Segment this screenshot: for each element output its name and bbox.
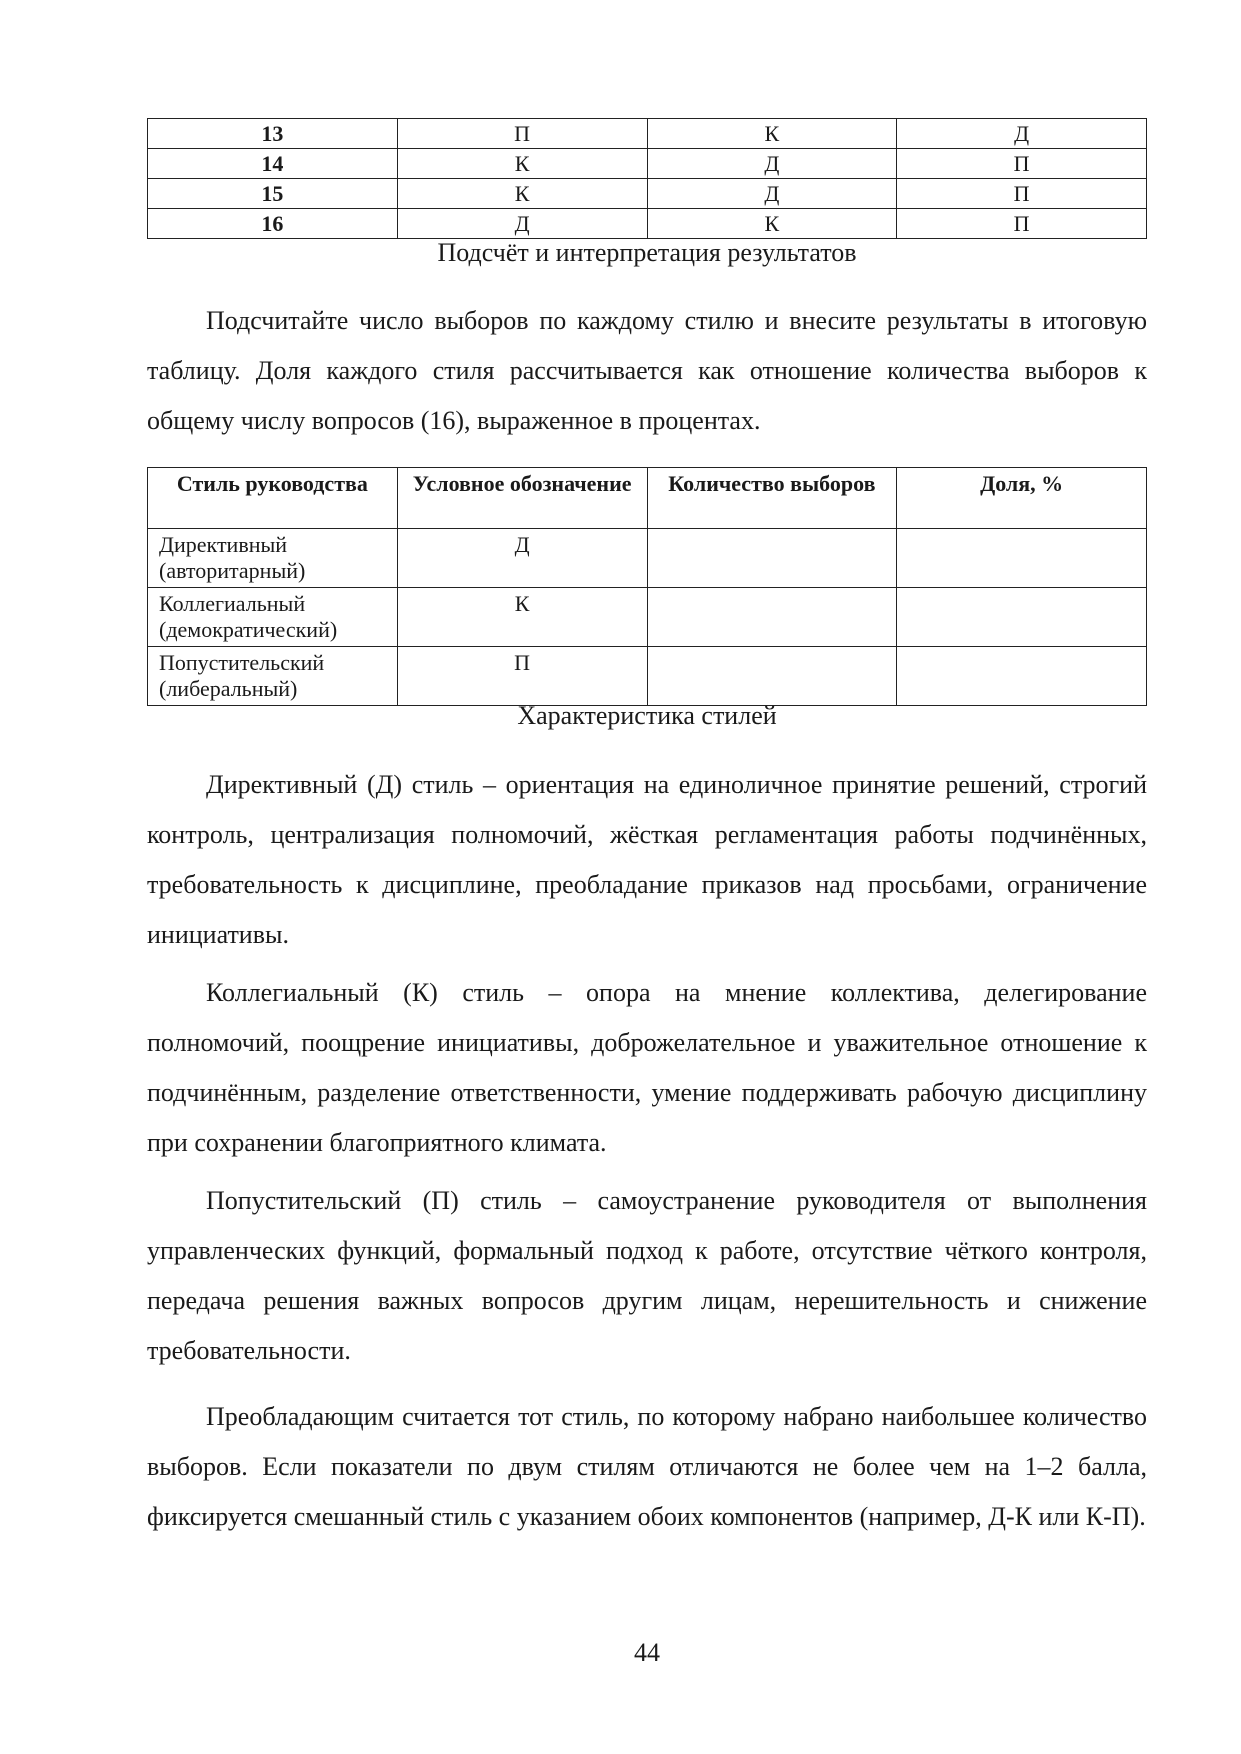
- share-cell: [897, 529, 1147, 588]
- answer-a: К: [397, 179, 647, 209]
- answer-c: П: [897, 209, 1147, 239]
- answer-b: Д: [647, 149, 897, 179]
- permissive-style-paragraph: Попустительский (П) стиль – самоустранение руководителя от выполнения управленческих функций, формальный подход к работе, отсутствие чёткого контроля, передача решения важных вопросов другим лицам, нерешительность и снижение требовательности.: [147, 1186, 1147, 1365]
- question-number: 14: [148, 149, 398, 179]
- instructions-paragraph: Подсчитайте число выборов по каждому стилю и внесите результаты в итоговую таблицу. Доля каждого стиля рассчитывается как отношение количества выборов к общему числу вопросов (16), выраженное в процентах.: [147, 306, 1147, 435]
- question-number: 15: [148, 179, 398, 209]
- header-share: Доля, %: [897, 468, 1147, 529]
- answer-a: П: [397, 119, 647, 149]
- answer-c: П: [897, 179, 1147, 209]
- count-cell: [647, 647, 897, 706]
- directive-style-paragraph: Директивный (Д) стиль – ориентация на единоличное принятие решений, строгий контроль, централизация полномочий, жёсткая регламентация работы подчинённых, требовательность к дисциплине, преобладание приказов над просьбами, ограничение инициативы.: [147, 770, 1147, 949]
- page-number: 44: [634, 1638, 660, 1667]
- table-row: [148, 149, 1147, 179]
- question-number: 16: [148, 209, 398, 239]
- answer-a: К: [397, 149, 647, 179]
- header-style: Стиль руководства: [148, 468, 398, 529]
- answer-c: П: [897, 149, 1147, 179]
- answer-c: Д: [897, 119, 1147, 149]
- style-name: Попустительский (либеральный): [148, 647, 398, 706]
- section-title-styles: Характеристика стилей: [517, 701, 777, 730]
- count-cell: [647, 529, 897, 588]
- share-cell: [897, 588, 1147, 647]
- header-code: Условное обозначение: [397, 468, 647, 529]
- table-header-row: [148, 468, 1147, 529]
- section-title-results: Подсчёт и интерпретация результатов: [437, 238, 857, 267]
- results-table: [147, 467, 1147, 706]
- style-code: К: [397, 588, 647, 647]
- table-row: [148, 119, 1147, 149]
- style-code: Д: [397, 529, 647, 588]
- answer-b: Д: [647, 179, 897, 209]
- count-cell: [647, 588, 897, 647]
- table-row: [148, 647, 1147, 706]
- style-name: Коллегиальный (демократический): [148, 588, 398, 647]
- conclusion-paragraph: Преобладающим считается тот стиль, по которому набрано наибольшее количество выборов. Если показатели по двум стилям отличаются не более чем на 1–2 балла, фиксируется смешанный стиль с указанием обоих компонентов (например, Д-К или К-П).: [147, 1402, 1147, 1531]
- document-page: [147, 0, 1147, 1754]
- table-row: [148, 179, 1147, 209]
- collegial-style-paragraph: Коллегиальный (К) стиль – опора на мнение коллектива, делегирование полномочий, поощрение инициативы, доброжелательное и уважительное отношение к подчинённым, разделение ответственности, умение поддерживать рабочую дисциплину при сохранении благоприятного климата.: [147, 978, 1147, 1157]
- share-cell: [897, 647, 1147, 706]
- question-number: 13: [148, 119, 398, 149]
- table-row: [148, 588, 1147, 647]
- table-row: [148, 209, 1147, 239]
- table-row: [148, 529, 1147, 588]
- answer-key-table: [147, 118, 1147, 239]
- answer-a: Д: [397, 209, 647, 239]
- answer-b: К: [647, 119, 897, 149]
- style-name: Директивный (авторитарный): [148, 529, 398, 588]
- header-count: Количество выборов: [647, 468, 897, 529]
- style-code: П: [397, 647, 647, 706]
- answer-b: К: [647, 209, 897, 239]
